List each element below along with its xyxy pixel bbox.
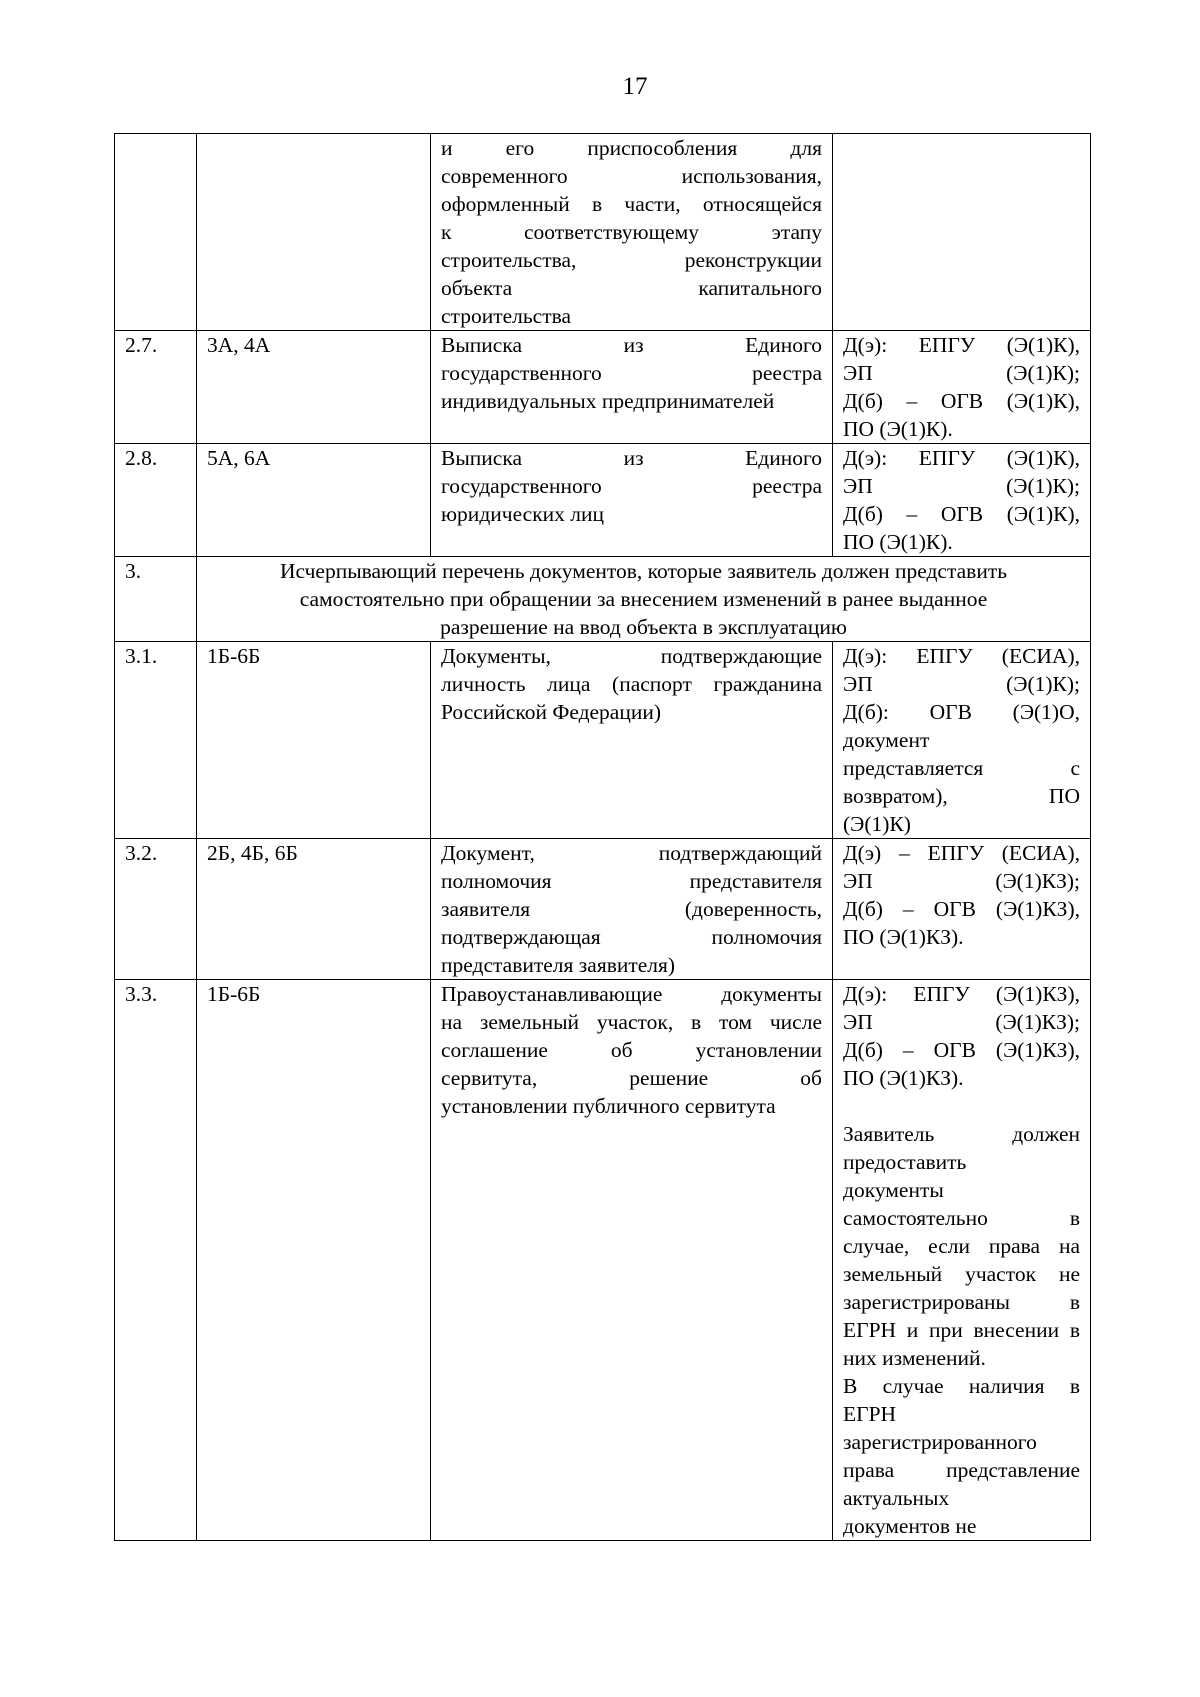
text-line: установлении публичного сервитута (441, 1094, 776, 1118)
text-line: ЭП (Э(1)К); (843, 361, 1080, 385)
text-line: них изменений. (843, 1346, 986, 1370)
text-line: заявителя (доверенность, (441, 897, 822, 921)
row-codes: 1Б-6Б (197, 980, 431, 1541)
text-line: Российской Федерации) (441, 700, 662, 724)
table-row (115, 444, 1091, 557)
text-line: ЕГРН и при внесении в (843, 1318, 1080, 1342)
text-line: и его приспособления для (441, 136, 822, 160)
row-method (833, 642, 1091, 839)
text-line: строительства (441, 304, 572, 328)
text-line: Д(э): ЕПГУ (Э(1)К), (843, 333, 1080, 357)
text-line: В случае наличия в (843, 1374, 1080, 1398)
text-line: государственного реестра (441, 474, 822, 498)
text-line: на земельный участок, в том числе (441, 1010, 822, 1034)
row-number (115, 134, 197, 331)
text-line: ЭП (Э(1)КЗ); (843, 1010, 1080, 1034)
documents-table (114, 133, 1091, 1541)
row-method (833, 980, 1091, 1541)
text-line: соглашение об установлении (441, 1038, 822, 1062)
text-line: предоставить (843, 1150, 967, 1174)
text-line: Д(э): ЕПГУ (Э(1)К), (843, 446, 1080, 470)
text-line: Правоустанавливающие документы (441, 982, 822, 1006)
text-line: ПО (Э(1)КЗ). (843, 925, 964, 949)
section-title (197, 557, 1091, 642)
text-line: оформленный в части, относящейся (441, 192, 822, 216)
text-line: Д(б) – ОГВ (Э(1)КЗ), (843, 897, 1080, 921)
text-line: подтверждающая полномочия (441, 925, 822, 949)
text-line: личность лица (паспорт гражданина (441, 672, 822, 696)
text-line: юридических лиц (441, 502, 605, 526)
section-header-row (115, 557, 1091, 642)
table-row (115, 980, 1091, 1541)
row-codes (197, 134, 431, 331)
row-method (833, 134, 1091, 331)
text-line: Документы, подтверждающие (441, 644, 822, 668)
table-row (115, 331, 1091, 444)
text-line: Д(б) – ОГВ (Э(1)КЗ), (843, 1038, 1080, 1062)
row-number: 3.3. (115, 980, 197, 1541)
text-line: ПО (Э(1)КЗ). (843, 1066, 964, 1090)
text-line: Д(б) – ОГВ (Э(1)К), (843, 389, 1080, 413)
text-line: объекта капитального (441, 276, 822, 300)
text-line: зарегистрированного (843, 1430, 1037, 1454)
text-line: документы (843, 1178, 944, 1202)
row-number: 2.8. (115, 444, 197, 557)
row-method (833, 331, 1091, 444)
text-line: ПО (Э(1)К). (843, 530, 953, 554)
text-line: представляется с (843, 756, 1080, 780)
section-title-line: Исчерпывающий перечень документов, которые заявитель должен представить (279, 559, 1008, 583)
row-codes: 3А, 4А (197, 331, 431, 444)
text-line: Д(э) – ЕПГУ (ЕСИА), (843, 841, 1080, 865)
text-line: Документ, подтверждающий (441, 841, 822, 865)
text-line: Д(б) – ОГВ (Э(1)К), (843, 502, 1080, 526)
table-row (115, 642, 1091, 839)
section-title-line: разрешение на ввод объекта в эксплуатацию (440, 615, 847, 639)
row-number: 3.1. (115, 642, 197, 839)
row-description (431, 331, 833, 444)
text-line: ЭП (Э(1)К); (843, 672, 1080, 696)
row-description (431, 980, 833, 1541)
text-line: ЭП (Э(1)К); (843, 474, 1080, 498)
text-line: Заявитель должен (843, 1122, 1080, 1146)
row-method (833, 444, 1091, 557)
text-line: ПО (Э(1)К). (843, 417, 953, 441)
row-description (431, 444, 833, 557)
row-number: 3.2. (115, 839, 197, 980)
text-line: зарегистрированы в (843, 1290, 1080, 1314)
text-line: сервитута, решение об (441, 1066, 822, 1090)
text-line: Выписка из Единого (441, 333, 822, 357)
text-line: строительства, реконструкции (441, 248, 822, 272)
text-line: случае, если права на (843, 1234, 1080, 1258)
text-line: Выписка из Единого (441, 446, 822, 470)
text-line: полномочия представителя (441, 869, 822, 893)
row-number: 2.7. (115, 331, 197, 444)
text-line: земельный участок не (843, 1262, 1080, 1286)
row-codes: 2Б, 4Б, 6Б (197, 839, 431, 980)
text-line: ЕГРН (843, 1402, 897, 1426)
text-line: ЭП (Э(1)КЗ); (843, 869, 1080, 893)
row-codes: 1Б-6Б (197, 642, 431, 839)
text-line: документов не (843, 1514, 977, 1538)
row-description (431, 642, 833, 839)
text-line: современного использования, (441, 164, 822, 188)
text-line: Д(б): ОГВ (Э(1)О, (843, 700, 1080, 724)
text-line: документ (843, 728, 930, 752)
text-line: Д(э): ЕПГУ (ЕСИА), (843, 644, 1080, 668)
text-line: возвратом), ПО (843, 784, 1080, 808)
row-description (431, 839, 833, 980)
row-description (431, 134, 833, 331)
row-method (833, 839, 1091, 980)
text-line: индивидуальных предпринимателей (441, 389, 775, 413)
table-row (115, 134, 1091, 331)
text-line: самостоятельно в (843, 1206, 1080, 1230)
text-line: (Э(1)К) (843, 812, 911, 836)
text-line: Д(э): ЕПГУ (Э(1)КЗ), (843, 982, 1080, 1006)
text-line: права представление (843, 1458, 1080, 1482)
text-line: актуальных (843, 1486, 950, 1510)
text-line: представителя заявителя) (441, 953, 676, 977)
table-row (115, 839, 1091, 980)
page-number: 17 (622, 73, 648, 100)
row-codes: 5А, 6А (197, 444, 431, 557)
text-line: государственного реестра (441, 361, 822, 385)
text-line: к соответствующему этапу (441, 220, 822, 244)
section-title-line: самостоятельно при обращении за внесением изменений в ранее выданное (299, 587, 988, 611)
section-number: 3. (115, 557, 197, 642)
